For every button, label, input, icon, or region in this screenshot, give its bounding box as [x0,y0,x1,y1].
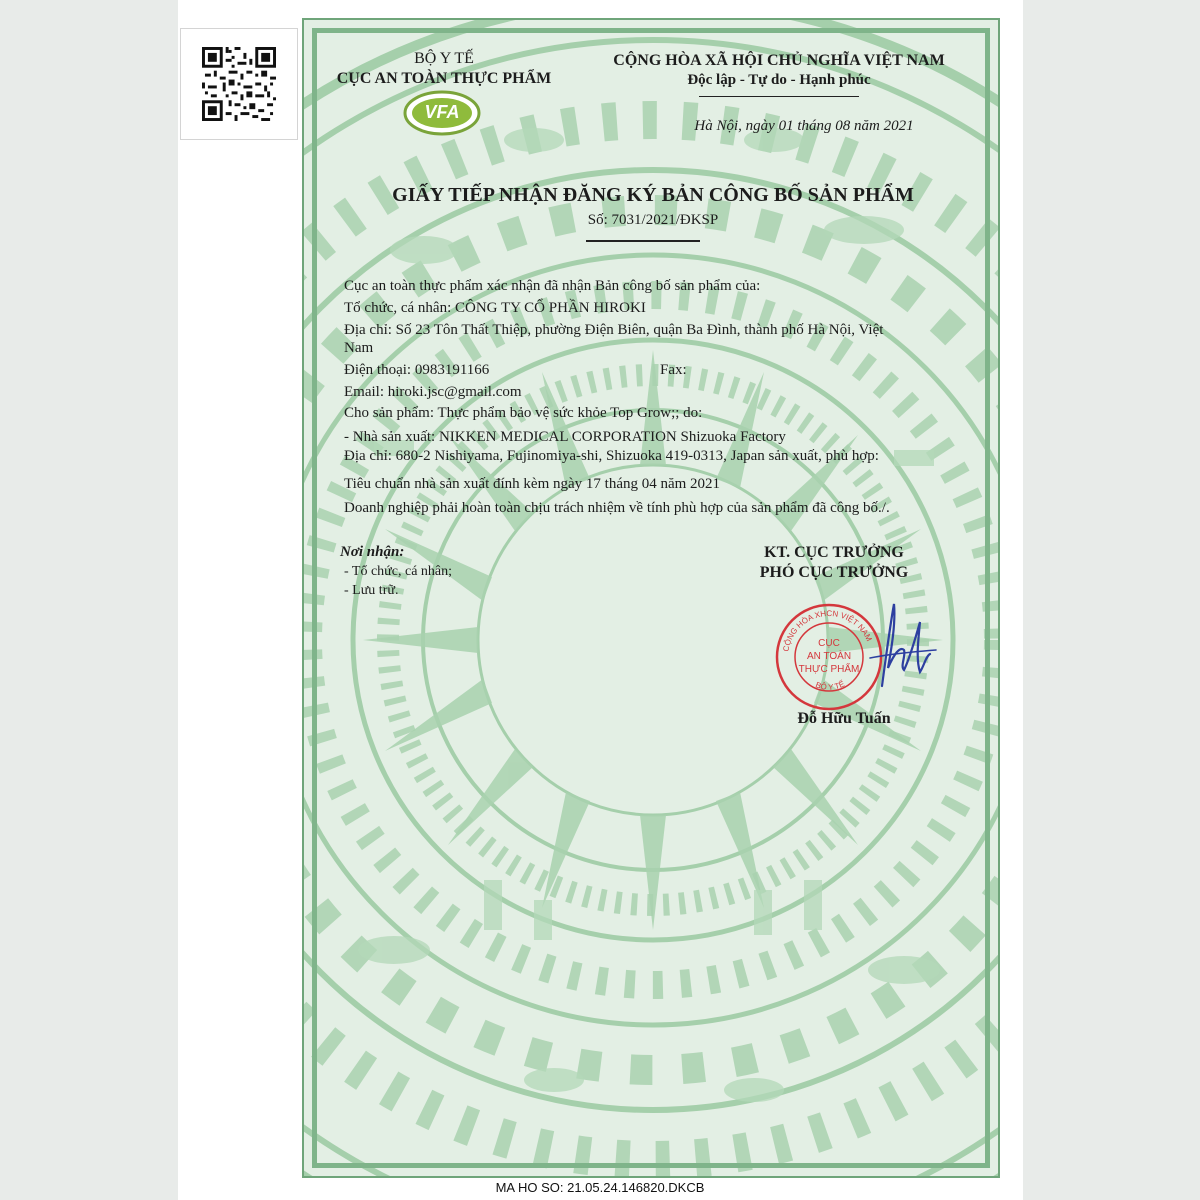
address-line-1: Địa chỉ: Số 23 Tôn Thất Thiệp, phường Điện Biên, quận Ba Đình, thành phố Hà Nội, Việt [344,322,884,338]
vfa-logo-text: VFA [424,102,460,122]
agency-name: CỤC AN TOÀN THỰC PHẨM [336,70,552,87]
responsibility: Doanh nghiệp phải hoàn toàn chịu trách nhiệm về tính phù hợp của sản phẩm đã công bố./. [344,500,890,516]
dossier-code: MA HO SO: 21.05.24.146820.DKCB [495,1180,705,1195]
recipients-heading: Nơi nhận: [340,544,405,560]
signature-title: KT. CỤC TRƯỞNG [764,544,904,561]
stamp-bottom-textpath: BỘ Y TẾ [814,679,846,692]
email: Email: hiroki.jsc@gmail.com [344,384,522,400]
organization: Tổ chức, cá nhân: CÔNG TY CỔ PHẦN HIROKI [344,300,646,316]
document-number: Số: 7031/2021/ĐKSP [587,212,719,228]
country-name: CỘNG HÒA XÃ HỘI CHỦ NGHĨA VIỆT NAM [613,52,945,69]
recipient-item: - Tổ chức, cá nhân; [344,564,453,579]
phone: Điện thoại: 0983191166 [344,362,490,378]
stamp-center-line-2: AN TOÀN [806,651,852,662]
handwritten-signature [860,596,950,696]
stamp-center-line-1: CỤC [818,638,840,649]
product: Cho sản phẩm: Thực phẩm bảo vệ sức khỏe Top Grow;; do: [344,405,703,421]
qr-code [180,28,298,140]
stamp-bottom-text [814,679,846,692]
document-title: GIẤY TIẾP NHẬN ĐĂNG KÝ BẢN CÔNG BỐ SẢN PHẨM [392,184,914,206]
certificate [302,18,1000,1178]
manufacturer-address: Địa chỉ: 680-2 Nishiyama, Fujinomiya-shi, Shizuoka 419-0313, Japan sản xuất, phù hợp: [344,448,879,464]
ministry-name: BỘ Y TẾ [414,50,474,67]
stamp-ring-text: CỘNG HÒA XHCN VIỆT NAM [781,608,874,653]
title-underline [586,240,700,242]
address-line-2: Nam [344,340,374,356]
manufacturer: - Nhà sản xuất: NIKKEN MEDICAL CORPORATION Shizuoka Factory [344,429,786,445]
motto-underline [699,96,859,97]
intro-text: Cục an toàn thực phẩm xác nhận đã nhận Bản công bố sản phẩm của: [344,278,761,294]
recipient-item: - Lưu trữ. [344,583,399,598]
vfa-logo [402,90,482,134]
motto: Độc lập - Tự do - Hạnh phúc [687,72,871,88]
signature-position: PHÓ CỤC TRƯỞNG [759,564,909,581]
issue-date: Hà Nội, ngày 01 tháng 08 năm 2021 [694,118,914,134]
qr-code-icon [202,47,276,121]
signer-name: Đỗ Hữu Tuấn [797,710,891,727]
standard: Tiêu chuẩn nhà sản xuất đính kèm ngày 17 tháng 04 năm 2021 [344,476,721,492]
stamp-center-line-3: THỰC PHẨM [798,664,860,675]
fax: Fax: [660,362,687,378]
